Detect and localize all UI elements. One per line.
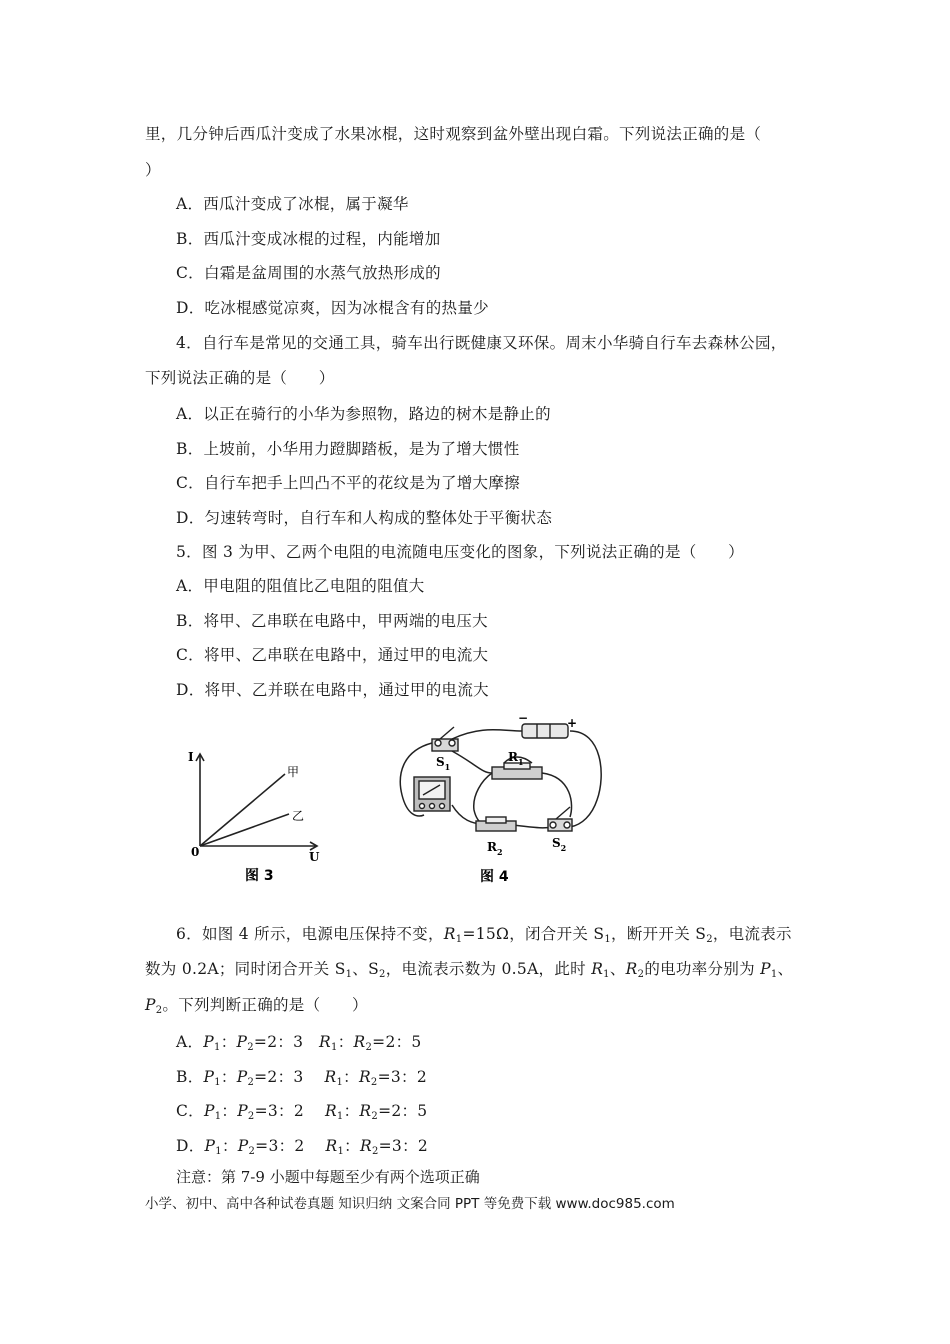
figure-4-circuit <box>392 715 612 890</box>
y-axis-label: I <box>188 752 194 764</box>
q6-stem-line1: 6．如图 4 所示，电源电压保持不变，$R_1=15\Omega$，闭合开关 $S_1$，断开开关 $S_2$，电流表示 <box>176 925 792 945</box>
q4-stem-line1: 4．自行车是常见的交通工具，骑车出行既健康又环保。周末小华骑自行车去森林公园， <box>176 334 787 352</box>
line-yi <box>200 814 289 846</box>
q6-option-a: A．$P_1$：$P_2=2$：3 $R_1$：$R_2=2$：5 <box>176 1033 422 1053</box>
q3-option-d: D．吃冰棍感觉凉爽，因为冰棍含有的热量少 <box>176 299 489 317</box>
switch-s2 <box>548 807 572 831</box>
r1-label: $R_1$ <box>508 750 524 767</box>
r2-label: $R_2$ <box>487 840 503 857</box>
q4-option-c: C．自行车把手上凹凸不平的花纹是为了增大摩擦 <box>176 474 520 492</box>
q4-option-b: B．上坡前，小华用力蹬脚踏板，是为了增大惯性 <box>176 440 520 458</box>
switch-s1 <box>432 727 458 751</box>
q5-option-a: A．甲电阻的阻值比乙电阻的阻值大 <box>176 577 425 595</box>
wire <box>570 731 601 827</box>
resistor-r2 <box>476 817 516 831</box>
wire <box>542 773 572 817</box>
q6-stem-line2: 数为 0.2A；同时闭合开关 $S_1$、$S_2$，电流表示数为 0.5A，此时 $R_1$、$R_2$的电功率分别为 $P_1$、 <box>145 960 794 980</box>
q3-option-c: C．白霜是盆周围的水蒸气放热形成的 <box>176 264 441 282</box>
q4-option-d: D．匀速转弯时，自行车和人构成的整体处于平衡状态 <box>176 509 553 527</box>
s2-label: $S_2$ <box>552 836 567 853</box>
footer-watermark: 小学、初中、高中各种试卷真题 知识归纳 文案合同 PPT 等免费下载 www.doc985.com <box>145 1196 675 1212</box>
q5-option-d: D．将甲、乙并联在电路中，通过甲的电流大 <box>176 681 489 699</box>
q5-option-c: C．将甲、乙串联在电路中，通过甲的电流大 <box>176 646 489 664</box>
jia-label: 甲 <box>287 765 300 779</box>
x-axis-label: U <box>309 850 320 864</box>
figure-3-iu-graph <box>185 752 325 887</box>
q4-option-a: A．以正在骑行的小华为参照物，路边的树木是静止的 <box>176 405 551 423</box>
battery-plus: + <box>567 716 578 730</box>
wire <box>512 825 552 828</box>
q6-option-c: C．$P_1$：$P_2=3$：2 $R_1$：$R_2=2$：5 <box>176 1102 428 1122</box>
q4-stem-line2: 下列说法正确的是（ ） <box>145 369 335 387</box>
line-jia <box>200 774 285 846</box>
figure-3-caption: 图 3 <box>245 868 274 884</box>
q3-stem-line1: 里，几分钟后西瓜汁变成了水果冰棍，这时观察到盆外壁出现白霜。下列说法正确的是（ <box>145 125 762 143</box>
q6-option-b: B．$P_1$：$P_2=2$：3 $R_1$：$R_2=3$：2 <box>176 1068 428 1088</box>
q6-stem-line3: $P_2$。下列判断正确的是（ ） <box>145 996 368 1016</box>
origin-label: 0 <box>191 845 200 859</box>
wire <box>452 730 522 739</box>
battery <box>522 724 568 738</box>
q5-stem: 5．图 3 为甲、乙两个电阻的电流随电压变化的图象，下列说法正确的是（ ） <box>176 543 744 561</box>
battery-minus: − <box>518 715 529 725</box>
s1-label: $S_1$ <box>436 755 451 772</box>
figure-4-caption: 图 4 <box>480 869 509 885</box>
yi-label: 乙 <box>292 809 305 823</box>
q3-option-a: A．西瓜汁变成了冰棍，属于凝华 <box>176 195 409 213</box>
q5-option-b: B．将甲、乙串联在电路中，甲两端的电压大 <box>176 612 488 630</box>
q3-option-b: B．西瓜汁变成冰棍的过程，内能增加 <box>176 230 441 248</box>
note-multi-answer: 注意：第 7-9 小题中每题至少有两个选项正确 <box>176 1168 480 1186</box>
q3-stem-line2: ） <box>145 161 161 179</box>
ammeter <box>414 777 450 811</box>
q6-option-d: D．$P_1$：$P_2=3$：2 $R_1$：$R_2=3$：2 <box>176 1137 429 1157</box>
